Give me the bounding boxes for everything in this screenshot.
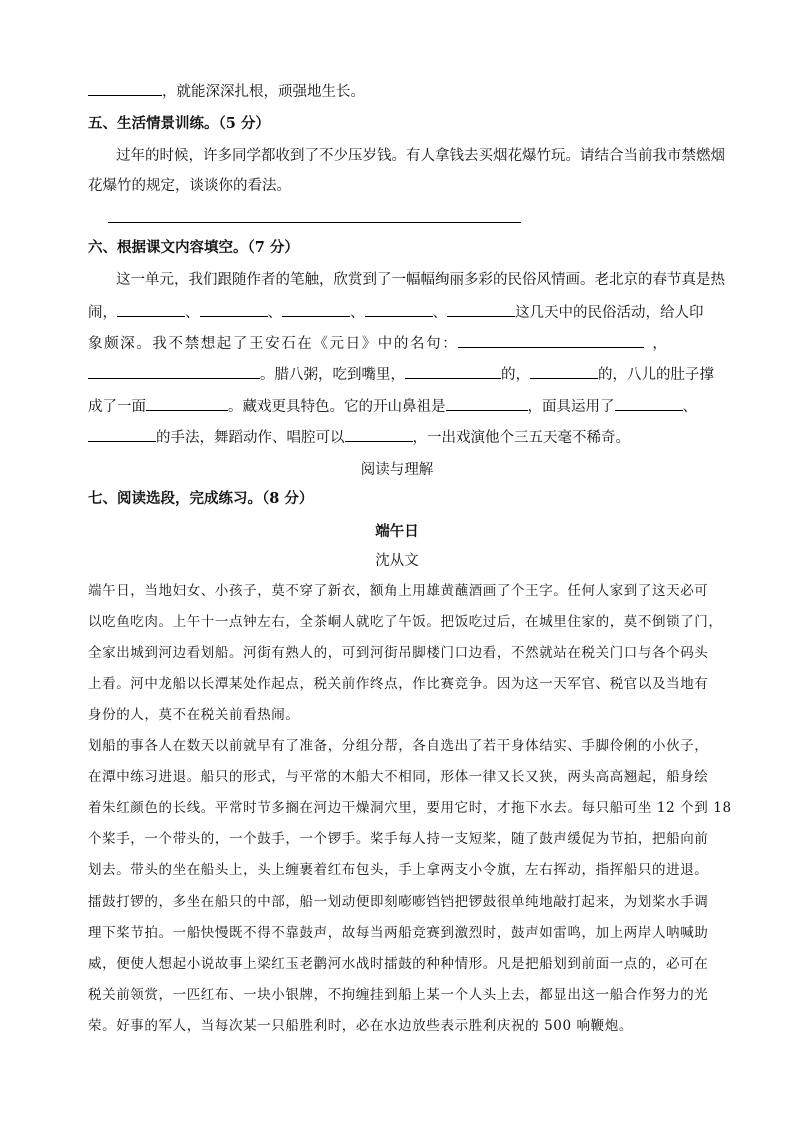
fill-blank[interactable] — [615, 396, 683, 411]
section-5-heading: 五、生活情景训练。（5 分） — [88, 115, 270, 132]
section-6-line-2: 闹， 、 、 、 、 这几天中的民俗活动，给人印 — [88, 302, 704, 323]
passage-line: 威，便使人想起小说故事上梁红玉老鹳河水战时擂鼓的种种情形。凡是把船划到前面一点的，必可在 — [88, 956, 709, 972]
passage-line: 个桨手，一个带头的，一个鼓手，一个锣手。桨手每人持一支短桨，随了鼓声缓促为节拍，把船向前 — [88, 831, 709, 847]
passage-line: 身份的人，莫不在税关前看热闹。 — [88, 707, 300, 723]
passage-line: 划去。带头的坐在船头上，头上缠裹着红布包头，手上拿两支小令旗，左右挥动，指挥船只的进退。 — [88, 862, 709, 878]
passage-line: 端午日，当地妇女、小孩子，莫不穿了新衣，额角上用雄黄蘸酒画了个王字。任何人家到了这天必可 — [88, 583, 709, 599]
fill-blank[interactable] — [200, 302, 268, 317]
fill-blank[interactable] — [345, 427, 413, 442]
section-5-text-line-1: 过年的时候，许多同学都收到了不少压岁钱。有人拿钱去买烟花爆竹玩。请结合当前我市禁燃烟 — [116, 148, 725, 164]
answer-line-continuation: ，就能深深扎根，顽强地生长。 — [88, 81, 365, 102]
passage-line: 税关前领赏，一匹红布、一块小银牌，不拘缠挂到船上某一个人头上去，都显出这一船合作努力的光 — [88, 987, 709, 1003]
passage-line: 理下桨节拍。一船快慢既不得不靠鼓声，故每当两船竞赛到激烈时，鼓声如雷鸣，加上两岸人呐喊助 — [88, 925, 709, 941]
passage-line: 以吃鱼吃肉。上午十一点钟左右，全茶峒人就吃了午饭。把饭吃过后，在城里住家的，莫不倒锁了门， — [88, 614, 723, 630]
fill-blank[interactable] — [447, 302, 515, 317]
section-5-answer-line[interactable] — [108, 222, 521, 223]
passage-line: 划船的事各人在数天以前就早有了准备，分组分帮，各自选出了若干身体结实、手脚伶俐的小伙子， — [88, 738, 709, 754]
passage-title: 端午日 — [375, 523, 419, 540]
section-6-line-3: 象颇深。我不禁想起了王安石在《元日》中的名句： ， — [88, 333, 667, 354]
fill-blank[interactable] — [446, 396, 528, 411]
passage-line: 在潭中练习进退。船只的形式，与平常的木船大不相同，形体一律又长又狭，两头高高翘起，船身绘 — [88, 769, 709, 785]
fill-blank[interactable] — [458, 333, 644, 348]
section-6-line-5: 成了一面 。藏戏更具特色。它的开山鼻祖是 ，面具运用了 、 — [88, 396, 697, 417]
passage-line: 着朱红颜色的长线。平常时节多搁在河边干燥洞穴里，要用它时，才拖下水去。每只船可坐 12 个到 18 — [88, 800, 732, 816]
fill-blank[interactable] — [530, 364, 598, 379]
section-6-line-4: 。腊八粥，吃到嘴里， 的， 的，八儿的肚子撑 — [88, 364, 714, 385]
fill-blank[interactable] — [88, 427, 156, 442]
fill-blank[interactable] — [88, 364, 260, 379]
section-7-heading: 七、阅读选段，完成练习。（8 分） — [88, 490, 314, 507]
section-5-text-line-2: 花爆竹的规定，谈谈你的看法。 — [88, 178, 291, 194]
fill-blank[interactable] — [117, 302, 185, 317]
section-6-line-6: 的手法，舞蹈动作、唱腔可以 ，一出戏演他个三五天毫不稀奇。 — [88, 427, 630, 448]
fill-blank[interactable] — [365, 302, 433, 317]
passage-line: 擂鼓打锣的，多坐在船只的中部，船一划动便即刻嘭嘭铛铛把锣鼓很单纯地敲打起来，为划桨水手调 — [88, 894, 709, 910]
section-6-line-1: 这一单元，我们跟随作者的笔触，欣赏到了一幅幅绚丽多彩的民俗风情画。老北京的春节真是热 — [116, 272, 725, 288]
fill-blank[interactable] — [88, 81, 162, 96]
passage-line: 上看。河中龙船以长潭某处作起点，税关前作终点，作比赛竞争。因为这一天军官、税官以及当地有 — [88, 676, 709, 692]
passage-line: 全家出城到河边看划船。河街有熟人的，可到河街吊脚楼门口边看，不然就站在税关门口与各个码头 — [88, 645, 709, 661]
passage-line: 荣。好事的军人，当每次某一只船胜利时，必在水边放些表示胜利庆祝的 500 响鞭炮。 — [88, 1018, 633, 1034]
fill-blank[interactable] — [146, 396, 228, 411]
reading-section-label: 阅读与理解 — [360, 462, 434, 478]
passage-author: 沈从文 — [375, 553, 419, 569]
fill-blank[interactable] — [282, 302, 350, 317]
fill-blank[interactable] — [405, 364, 501, 379]
section-6-heading: 六、根据课文内容填空。（7 分） — [88, 239, 299, 256]
